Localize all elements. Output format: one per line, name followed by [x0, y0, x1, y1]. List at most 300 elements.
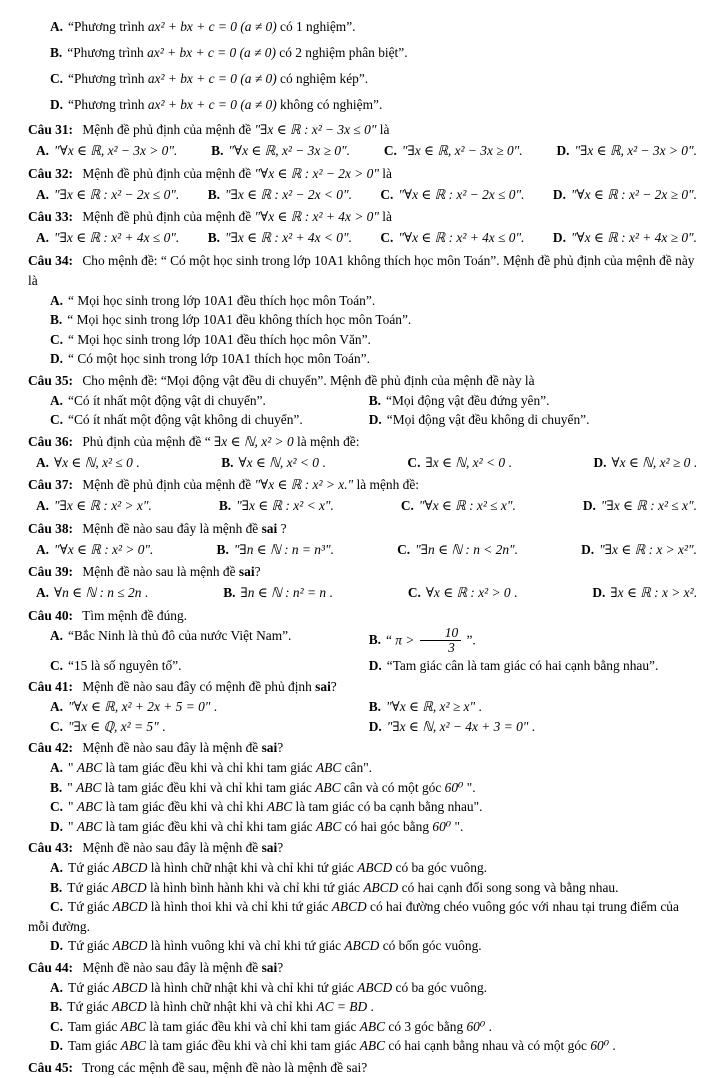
math-expression: "∀x ∈ ℝ : x² ≤ x". — [418, 498, 516, 513]
math-expression: ABCD — [112, 938, 148, 954]
question-line — [28, 475, 699, 495]
text: . — [318, 454, 326, 470]
math-expression: ax² + bx + c = 0 (a ≠ 0) — [147, 45, 276, 60]
question-number: Câu 41: — [28, 679, 74, 695]
option-label: C. — [400, 498, 414, 513]
math-expression: "∃x ∈ ℝ, x² − 3x ≥ 0". — [401, 143, 523, 158]
option — [347, 717, 699, 737]
text: “Có ít nhất một động vật di chuyển”. — [68, 392, 266, 408]
math-expression: ABC — [359, 1018, 386, 1034]
option-label: A. — [36, 498, 50, 513]
math-expression: ABC — [120, 1018, 146, 1034]
option — [553, 185, 697, 205]
text: “Phương trình — [68, 71, 148, 86]
text: cân và có một góc — [340, 779, 445, 795]
question-number: Câu 45: — [28, 1059, 74, 1075]
math-expression: "∃x ∈ ℝ, x² − 3x > 0". — [574, 143, 697, 158]
text: là mệnh đề: — [353, 477, 419, 492]
option — [28, 717, 347, 737]
text: là tam giác đều khi và chỉ khi tam giác — [101, 779, 316, 795]
question-number: Câu 38: — [28, 520, 74, 536]
math-expression: "∃x ∈ ℝ : x² > x". — [54, 498, 152, 513]
math-expression: "∃x ∈ ℚ, x² = 5" — [68, 718, 159, 734]
math-expression: 60⁰ — [444, 779, 464, 795]
fraction: $\frac{10}{3}$ — [420, 626, 461, 656]
text: Tứ giác — [68, 979, 113, 995]
math-expression: ∀x ∈ ℝ : x² > 0 — [425, 585, 511, 600]
question-line — [28, 606, 699, 626]
option — [208, 228, 352, 248]
option — [408, 583, 518, 603]
text: “Mọi động vật đều không di chuyển”. — [386, 412, 590, 427]
option — [28, 897, 699, 936]
option — [28, 330, 699, 350]
text: có 3 góc bằng — [385, 1018, 467, 1034]
option-label: B. — [368, 699, 381, 715]
question-line — [28, 120, 699, 140]
question-number: Câu 32: — [28, 165, 74, 181]
question-number: Câu 42: — [28, 740, 74, 756]
option-label: B. — [216, 541, 229, 557]
option — [28, 978, 699, 998]
option-row — [28, 758, 699, 836]
math-expression: "∃n ∈ ℕ : n < 2n". — [415, 541, 519, 557]
question-number: Câu 34: — [28, 252, 74, 268]
option — [36, 540, 153, 560]
option-label: D. — [556, 143, 570, 158]
math-expression: ∀x ∈ ℕ, x² ≤ 0 — [54, 454, 133, 470]
option-label: D. — [581, 541, 595, 557]
question-number: Câu 31: — [28, 122, 74, 137]
text: " — [68, 818, 77, 834]
math-expression: AC = BD — [316, 999, 368, 1015]
text: “Phương trình — [67, 45, 148, 60]
math-expression: "∃x ∈ ℝ : x > x²". — [599, 541, 697, 557]
option — [556, 141, 697, 161]
option-label: D. — [552, 186, 566, 202]
option — [28, 410, 347, 430]
option-label: B. — [50, 779, 63, 795]
text: Mệnh đề phủ định của mệnh đề — [79, 122, 255, 137]
text: “Phương trình — [68, 19, 148, 34]
text: là tam giác đều khi và chỉ khi — [102, 799, 267, 815]
bold-text: sai — [261, 520, 278, 536]
math-expression: ∃n ∈ ℕ : n² = n — [240, 585, 327, 600]
text: là hình bình hành khi và chỉ khi tứ giác — [146, 879, 364, 895]
option — [592, 583, 697, 603]
text: là hình chữ nhật khi và chỉ khi — [146, 999, 317, 1015]
option-label: A. — [50, 627, 64, 643]
text: “ Mọi học sinh trong lớp 10A1 đều không thích học môn Toán”. — [67, 312, 412, 327]
question-number: Câu 39: — [28, 564, 74, 579]
bold-text: sai — [315, 679, 331, 695]
text: Tứ giác — [67, 879, 112, 895]
math-expression: "∀x ∈ ℝ : x² − 2x ≥ 0". — [570, 186, 697, 202]
math-expression: ABCD — [331, 899, 367, 915]
option — [28, 778, 699, 798]
option — [28, 758, 699, 778]
option — [28, 291, 699, 311]
math-expression: "∃x ∈ ℝ : x² < x". — [236, 498, 334, 513]
option — [36, 453, 139, 473]
bold-text: sai — [261, 959, 278, 975]
text: “15 là số nguyên tố”. — [68, 657, 182, 673]
option — [28, 349, 699, 369]
text: là tam giác có ba cạnh bằng nhau". — [292, 799, 483, 815]
option — [407, 453, 511, 473]
option-label: C. — [383, 143, 397, 158]
math-expression: "∀x ∈ ℝ : x² + 4x ≥ 0". — [570, 230, 697, 245]
math-expression: ABCD — [357, 979, 393, 995]
text: . — [505, 454, 512, 470]
question-number: Câu 33: — [28, 209, 74, 224]
question-line — [28, 958, 699, 978]
option — [223, 583, 333, 603]
option-row — [28, 858, 699, 956]
option-row — [28, 452, 699, 474]
option-label: A. — [50, 292, 64, 308]
text: . — [609, 1038, 616, 1054]
option — [384, 141, 523, 161]
question-line — [28, 838, 699, 858]
question-line — [28, 164, 699, 184]
math-expression: "∀x ∈ ℝ : x² − 2x > 0" — [254, 165, 379, 181]
option-label: D. — [368, 718, 382, 734]
option-label: B. — [50, 999, 63, 1015]
text: Tứ giác — [68, 899, 113, 915]
text: Tứ giác — [68, 860, 113, 876]
text: “Bắc Ninh là thủ đô của nước Việt Nam”. — [68, 627, 292, 643]
math-expression: ax² + bx + c = 0 (a ≠ 0) — [147, 71, 277, 86]
text: là tam giác đều khi và chỉ khi tam giác — [145, 1018, 360, 1034]
option-label: A. — [36, 454, 50, 470]
option-label: D. — [593, 454, 607, 470]
option-label: D. — [50, 1038, 64, 1054]
text: Trong các mệnh đề sau, mệnh đề nào là mệnh đề sai? — [79, 1059, 368, 1075]
math-expression: 60⁰ — [432, 818, 452, 834]
option — [28, 797, 699, 817]
math-expression: "∀x ∈ ℝ : x² + 4x > 0" — [254, 209, 379, 224]
question-line — [28, 432, 699, 452]
option-label: A. — [50, 760, 64, 776]
text: Tam giác — [68, 1038, 121, 1054]
text: . — [510, 585, 518, 600]
math-expression: ∀x ∈ ℕ, x² < 0 — [238, 454, 319, 470]
question-number: Câu 43: — [28, 840, 74, 856]
option — [28, 310, 699, 330]
option — [211, 141, 350, 161]
option — [397, 540, 518, 560]
option — [36, 583, 148, 603]
text: Mệnh đề phủ định của mệnh đề — [79, 165, 255, 181]
option-label: B. — [223, 585, 236, 600]
math-expression: ∃x ∈ ℕ, x² > 0 — [214, 433, 294, 449]
math-expression: ax² + bx + c = 0 (a ≠ 0) — [147, 97, 277, 112]
math-expression: π > — [395, 631, 418, 647]
option-label: D. — [50, 818, 64, 834]
math-expression: ∃x ∈ ℕ, x² < 0 — [425, 454, 506, 470]
text: . — [141, 585, 149, 600]
option-label: D. — [50, 351, 64, 366]
text: . — [132, 454, 140, 470]
text: Phủ định của mệnh đề “ — [79, 433, 215, 449]
text: là — [376, 122, 390, 137]
option — [36, 141, 177, 161]
text: là hình chữ nhật khi và chỉ khi tứ giác — [147, 860, 358, 876]
option-label: B. — [50, 879, 63, 895]
option — [208, 185, 352, 205]
question-line — [28, 562, 699, 582]
question-line — [28, 1058, 699, 1078]
option — [28, 626, 347, 656]
text: ”. — [463, 631, 476, 647]
option-label: A. — [36, 186, 50, 202]
text: Tứ giác — [67, 999, 112, 1015]
option-label: B. — [207, 230, 220, 245]
option-label: C. — [397, 541, 411, 557]
text: có ba góc vuông. — [392, 979, 487, 995]
option — [347, 391, 699, 411]
question-line — [28, 738, 699, 758]
option-label: D. — [368, 657, 382, 673]
option-label: A. — [36, 585, 50, 600]
math-expression: ∀n ∈ ℕ : n ≤ 2n — [54, 585, 142, 600]
option-row — [28, 184, 699, 206]
math-expression: "∀x ∈ ℝ : x² − 2x ≤ 0". — [398, 186, 525, 202]
math-expression: ABCD — [112, 979, 148, 995]
option — [36, 185, 179, 205]
math-expression: ABC — [120, 1038, 146, 1054]
text: Mệnh đề nào sau đây là mệnh đề — [79, 959, 262, 975]
option — [401, 496, 516, 516]
option-label: D. — [552, 230, 566, 245]
option-label: C. — [380, 186, 394, 202]
math-expression: ABC — [76, 760, 103, 776]
text: là hình thoi khi và chỉ khi tứ giác — [147, 899, 332, 915]
option-row — [28, 626, 699, 676]
text: ? — [254, 564, 261, 579]
option-label: A. — [50, 19, 64, 34]
text: Cho mệnh đề: “Mọi động vật đều di chuyển”. Mệnh đề phủ định của mệnh đề này là — [79, 372, 535, 388]
question-line — [28, 251, 699, 291]
text: có hai đường chéo vuông góc với nhau tại trung điểm của mỗi đường. — [28, 899, 679, 934]
option-row — [28, 495, 699, 517]
text: có 2 nghiệm phân biệt”. — [275, 45, 408, 60]
math-expression: ABCD — [112, 899, 148, 915]
text: có hai cạnh bằng nhau và có một góc — [385, 1038, 591, 1054]
question-number: Câu 44: — [28, 959, 74, 975]
option — [380, 185, 524, 205]
option-label: A. — [50, 860, 64, 876]
option-label: D. — [592, 585, 606, 600]
text: " — [68, 760, 77, 776]
text: “ Mọi học sinh trong lớp 10A1 đều thích học môn Văn”. — [68, 331, 371, 347]
math-expression: "∀x ∈ ℝ : x² + 4x ≤ 0". — [398, 230, 525, 245]
option-row — [28, 582, 699, 604]
math-expression: "∃x ∈ ℕ, x² − 4x + 3 = 0" — [386, 718, 529, 734]
option — [28, 936, 699, 956]
math-expression: 60⁰ — [466, 1018, 486, 1034]
text: cân". — [341, 760, 373, 776]
text: Mệnh đề nào sau đây có mệnh đề phủ định — [79, 679, 316, 695]
option — [347, 697, 699, 717]
text: Tìm mệnh đề đúng. — [79, 607, 187, 623]
text: có hai cạnh đối song song và bằng nhau. — [398, 879, 619, 895]
option-label: C. — [50, 331, 64, 347]
option — [28, 817, 699, 837]
text: . — [528, 718, 536, 734]
text: có hai góc bằng — [341, 818, 433, 834]
math-expression: ∃x ∈ ℝ : x > x² — [610, 585, 694, 600]
text: có bốn góc vuông. — [379, 938, 482, 954]
math-expression: "∃x ∈ ℝ : x² ≤ x". — [600, 498, 697, 513]
math-expression: ABCD — [112, 860, 148, 876]
option — [581, 540, 697, 560]
math-expression: "∀x ∈ ℝ, x² + 2x + 5 = 0" — [68, 699, 211, 715]
option-row — [28, 227, 699, 249]
math-expression: ABC — [76, 818, 103, 834]
question-number: Câu 36: — [28, 433, 74, 449]
option — [380, 228, 524, 248]
option-row — [28, 697, 699, 736]
text: ". — [451, 818, 464, 834]
text: “Tam giác cân là tam giác có hai cạnh bằng nhau”. — [386, 657, 659, 673]
text: ". — [463, 779, 476, 795]
option-label: D. — [50, 97, 64, 112]
option-row — [28, 14, 699, 118]
math-expression: ABCD — [111, 999, 147, 1015]
math-expression: "∀x ∈ ℝ, x² ≥ x" — [386, 699, 476, 715]
text: " — [67, 779, 77, 795]
option — [28, 391, 347, 411]
text: . — [690, 454, 697, 470]
option — [28, 878, 699, 898]
option-label: C. — [50, 718, 64, 734]
text: . — [485, 1018, 492, 1034]
text: là tam giác đều khi và chỉ khi tam giác — [102, 760, 316, 776]
text: Mệnh đề phủ định của mệnh đề — [79, 209, 255, 224]
text: . — [326, 585, 333, 600]
bold-text: sai — [261, 840, 278, 856]
option-label: D. — [368, 412, 382, 427]
option — [347, 656, 699, 676]
option-label: A. — [36, 143, 50, 158]
option-row — [28, 539, 699, 561]
text: có nghiệm kép”. — [276, 71, 369, 86]
option — [28, 858, 699, 878]
text: Mệnh đề nào sau là mệnh đề — [79, 564, 239, 579]
option-label: C. — [407, 585, 421, 600]
text: . — [367, 999, 374, 1015]
bold-text: sai — [261, 740, 278, 756]
bold-text: sai — [238, 564, 255, 579]
option — [36, 496, 152, 516]
option-label: C. — [50, 799, 64, 815]
math-expression: ABC — [76, 799, 103, 815]
math-expression: ABCD — [111, 879, 147, 895]
question-line — [28, 207, 699, 227]
math-expression: "∃x ∈ ℝ : x² − 3x ≤ 0" — [254, 122, 377, 137]
math-expression: ABC — [359, 1038, 386, 1054]
text: có ba góc vuông. — [392, 860, 487, 876]
math-expression: "∀x ∈ ℝ : x² > 0". — [54, 541, 154, 557]
option-label: A. — [50, 699, 64, 715]
option-label: A. — [36, 230, 50, 245]
option-label: C. — [50, 71, 64, 86]
math-expression: ABC — [315, 760, 342, 776]
text: Mệnh đề nào sau đây là mệnh đề — [79, 840, 262, 856]
question-line — [28, 677, 699, 697]
option — [28, 40, 699, 66]
question-line — [28, 371, 699, 391]
math-expression: "∃n ∈ ℕ : n = n³". — [233, 541, 334, 557]
option-label: B. — [218, 498, 232, 513]
text: . — [210, 699, 218, 715]
text: ? — [330, 679, 337, 695]
option — [217, 540, 334, 560]
option-row — [28, 391, 699, 430]
option-label: D. — [582, 498, 596, 513]
text: Mệnh đề nào sau đây là mệnh đề — [79, 520, 262, 536]
text: Cho mệnh đề: “ Có một học sinh trong lớp 10A1 không thích học môn Toán”. Mệnh đề phủ định của mệnh đề này là — [28, 252, 695, 288]
option — [28, 92, 699, 118]
math-expression: "∀x ∈ ℝ, x² − 3x ≥ 0". — [228, 143, 351, 158]
math-expression: ∀x ∈ ℕ, x² ≥ 0 — [611, 454, 691, 470]
math-expression: "∃x ∈ ℝ : x² + 4x ≤ 0". — [54, 230, 180, 245]
option-label: A. — [50, 392, 64, 408]
text: “Có ít nhất một động vật không di chuyển”. — [68, 412, 303, 427]
text: . — [158, 718, 166, 734]
text: Tứ giác — [68, 938, 113, 954]
option-row — [28, 978, 699, 1056]
option-label: C. — [50, 657, 64, 673]
option-label: B. — [368, 631, 381, 647]
option — [28, 656, 347, 676]
question-number: Câu 40: — [28, 607, 74, 623]
math-expression: "∃x ∈ ℝ : x² + 4x < 0". — [225, 230, 352, 245]
text: . — [475, 699, 482, 715]
option-row — [28, 291, 699, 369]
option-label: C. — [380, 230, 394, 245]
option — [28, 997, 699, 1017]
option-label: A. — [50, 979, 64, 995]
text: Tam giác — [68, 1018, 121, 1034]
math-expression: ABC — [315, 779, 341, 795]
text: là — [378, 209, 392, 224]
option-label: B. — [221, 454, 234, 470]
text: Mệnh đề nào sau đây là mệnh đề — [79, 740, 262, 756]
math-expression: ABCD — [363, 879, 399, 895]
text: ? — [277, 959, 284, 975]
option-label: B. — [50, 45, 63, 60]
math-expression: "∀x ∈ ℝ : x² > x." — [254, 477, 354, 492]
text: là hình vuông khi và chỉ khi tứ giác — [147, 938, 345, 954]
option — [28, 14, 699, 40]
option-label: B. — [211, 143, 224, 158]
option — [36, 228, 179, 248]
option-label: B. — [207, 186, 220, 202]
text: không có nghiệm”. — [276, 97, 383, 112]
text: “Phương trình — [68, 97, 148, 112]
text: “ Có một học sinh trong lớp 10A1 thích học môn Toán”. — [68, 351, 370, 366]
option — [221, 453, 325, 473]
math-expression: ax² + bx + c = 0 (a ≠ 0) — [147, 19, 277, 34]
text: “ — [386, 631, 396, 647]
text: “Mọi động vật đều đứng yên”. — [386, 392, 550, 408]
math-expression: "∀x ∈ ℝ, x² − 3x > 0". — [54, 143, 178, 158]
option — [28, 1036, 699, 1056]
question-number: Câu 35: — [28, 372, 74, 388]
